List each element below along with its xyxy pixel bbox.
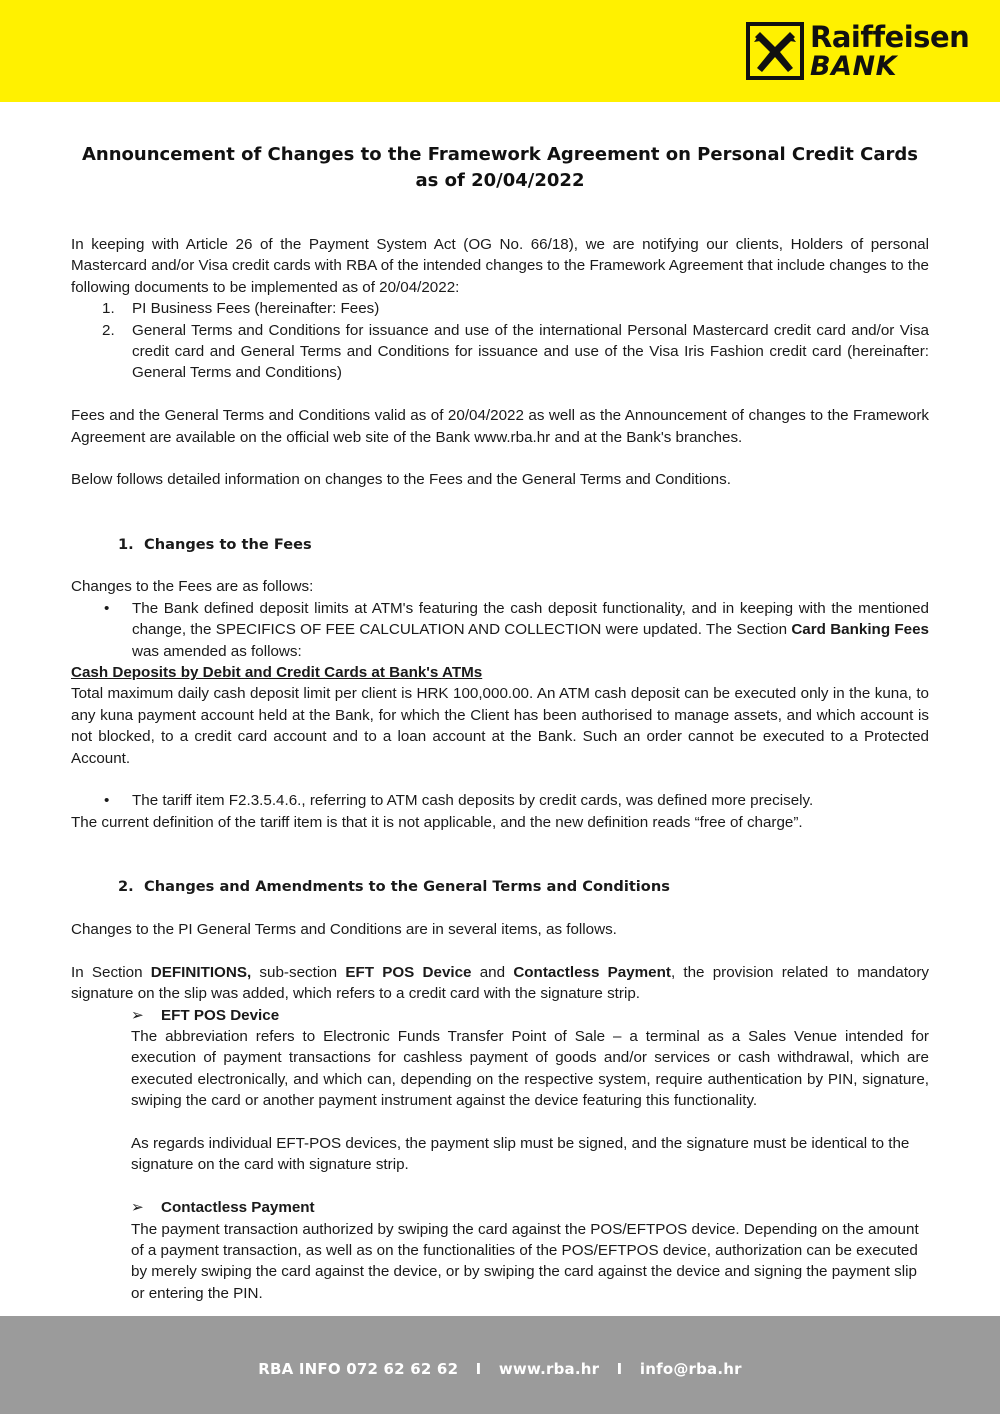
page-header xyxy=(0,0,1000,102)
below-paragraph: Below follows detailed information on changes to the Fees and the General Terms and Conditions. xyxy=(71,471,731,489)
footer-separator: I xyxy=(475,1360,482,1378)
subsection-heading: Cash Deposits by Debit and Credit Cards at Bank's ATMs xyxy=(71,664,483,682)
bullet-continuation: The current definition of the tariff item is that it is not applicable, and the new definition reads “free of charge”. xyxy=(71,813,803,831)
list-item-number: 2. xyxy=(102,321,115,339)
bullet-item xyxy=(101,598,929,662)
bullet-text: The Bank defined deposit limits at ATM's featuring the cash deposit functionality, and in keeping with the mentioned change, the SPECIFICS OF FEE CALCULATION AND COLLECTION were updated. The Section xyxy=(132,599,929,639)
list-item xyxy=(102,320,929,384)
bold-run: EFT POS Device xyxy=(345,963,472,981)
subsection-text: Total maximum daily cash deposit limit per client is HRK 100,000.00. An ATM cash deposit can be executed only in the kuna, to any kuna payment account held at the Bank, for which the Client has been authorised to manage assets, and which account is not blocked, to a credit card account and to a loan account at the Bank. Such an order cannot be executed to a Protected Account. xyxy=(71,685,929,767)
bullet-dot: • xyxy=(104,792,110,810)
section-1-lead: Changes to the Fees are as follows: xyxy=(71,578,314,596)
text-run: sub-section xyxy=(251,963,346,981)
document-body xyxy=(71,234,929,1304)
section-number: 2. xyxy=(118,878,134,896)
text-run: In Section xyxy=(71,963,151,981)
raiffeisen-logo xyxy=(746,19,970,82)
section-1-heading xyxy=(118,534,929,555)
list-item-text: General Terms and Conditions for issuance and use of the international Personal Mastercard credit card and/or Visa credit card and General Terms and Conditions for issuance and use of the Visa Iris Fashion credit card (hereinafter: General Terms and Conditions) xyxy=(132,321,929,382)
section-2-lead: Changes to the PI General Terms and Conditions are in several items, as follows. xyxy=(71,920,617,938)
definition-title: EFT POS Device xyxy=(161,1006,280,1024)
availability-paragraph: Fees and the General Terms and Conditions valid as of 20/04/2022 as well as the Announcement of changes to the Framework Agreement are available on the official web site of the Bank www.rba.hr and at the Bank's branches. xyxy=(71,407,929,446)
raiffeisen-gable-cross-icon xyxy=(746,22,804,80)
list-item-number: 1. xyxy=(102,300,115,318)
footer-contact xyxy=(258,1360,742,1378)
definition-title: Contactless Payment xyxy=(161,1199,315,1217)
text-run: , the provision related to mandatory signature on the slip was added, which refers to a credit card with the signature strip. xyxy=(71,963,930,1003)
logo-brand-line2: BANK xyxy=(810,50,897,82)
bullet-bold: Card Banking Fees xyxy=(791,621,929,639)
footer-email-link[interactable]: info@rba.hr xyxy=(639,1360,742,1378)
definitions-paragraph xyxy=(71,962,929,1005)
section-title: Changes to the Fees xyxy=(144,535,312,553)
footer-separator: I xyxy=(616,1360,623,1378)
footer-web-link[interactable]: www.rba.hr xyxy=(498,1360,600,1378)
logo-brand-line1: Raiffeisen xyxy=(810,19,970,54)
bullet-text: The tariff item F2.3.5.4.6., referring to ATM cash deposits by credit cards, was defined more precisely. xyxy=(132,792,814,810)
arrow-bullet-icon: ➢ xyxy=(131,1199,144,1217)
list-item-text: PI Business Fees (hereinafter: Fees) xyxy=(132,300,380,318)
title-line-1: Announcement of Changes to the Framework Agreement on Personal Credit Cards xyxy=(82,144,918,165)
text-run: and xyxy=(471,963,514,981)
section-2-heading xyxy=(118,876,929,897)
definition-text: The payment transaction authorized by swiping the card against the POS/EFTPOS device. Depending on the amount of a payment transaction, as well as on the functionalities of the POS/EFTPOS device, authorization can be executed by merely swiping the card against the device, or by swiping the card against the device and signing the payment slip or entering the PIN. xyxy=(131,1220,919,1302)
bold-run: Contactless Payment xyxy=(513,963,671,981)
logo-wordmark xyxy=(810,19,970,82)
definition-text: The abbreviation refers to Electronic Funds Transfer Point of Sale – a terminal as a Sales Venue intended for execution of payment transactions for cashless payment of goods and/or services or cash withdrawal, which are executed electronically, and which can, depending on the respective system, require authentication by PIN, signature, swiping the card or another payment instrument against the device featuring this functionality. xyxy=(131,1027,929,1110)
bold-run: DEFINITIONS, xyxy=(150,963,252,981)
bullet-text: was amended as follows: xyxy=(132,642,302,660)
documents-list xyxy=(102,298,929,384)
footer-info-phone: RBA INFO 072 62 62 62 xyxy=(258,1360,459,1378)
title-line-2: as of 20/04/2022 xyxy=(415,170,585,191)
definition-item-contactless xyxy=(131,1197,929,1304)
bullet-dot: • xyxy=(104,599,110,617)
section-number: 1. xyxy=(118,535,134,553)
list-item xyxy=(102,298,929,319)
arrow-bullet-icon: ➢ xyxy=(131,1006,144,1024)
section-title: Changes and Amendments to the General Terms and Conditions xyxy=(144,878,670,896)
page-footer xyxy=(0,1316,1000,1414)
definition-text: As regards individual EFT-POS devices, the payment slip must be signed, and the signature must be identical to the signature on the card with signature strip. xyxy=(131,1134,910,1174)
definition-item-eft-pos xyxy=(131,1005,929,1176)
bullet-item xyxy=(101,790,929,811)
intro-paragraph: In keeping with Article 26 of the Payment System Act (OG No. 66/18), we are notifying our clients, Holders of personal Mastercard and/or Visa credit cards with RBA of the intended changes to the Framework Agreement that include changes to the following documents to be implemented as of 20/04/2022: xyxy=(71,236,929,296)
document-title xyxy=(70,142,930,194)
